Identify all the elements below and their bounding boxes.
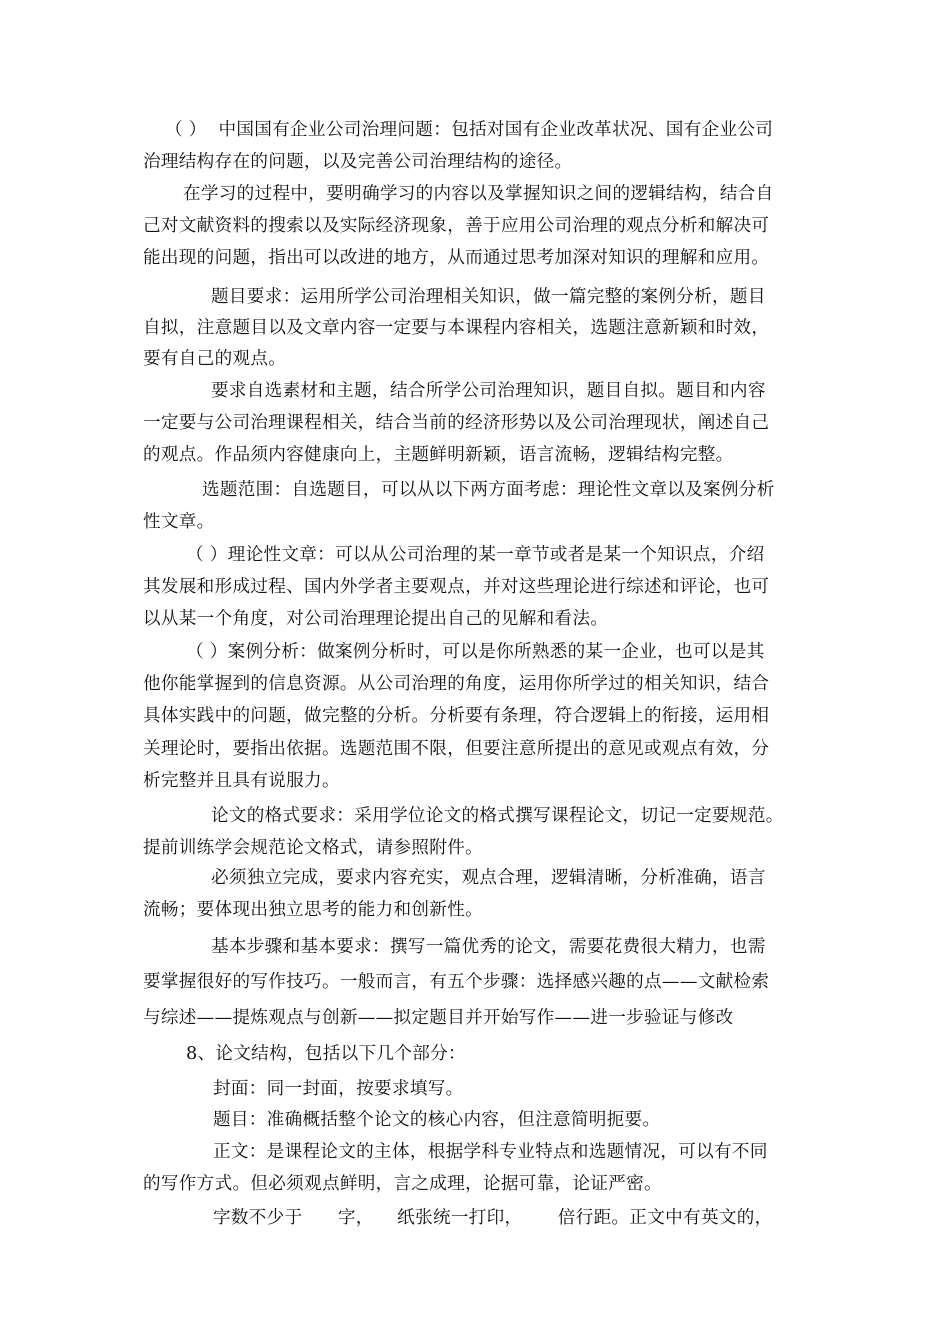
text-line: 字数不少于 字， 纸张统一打印， 倍行距。正文中有英文的， xyxy=(213,1208,773,1228)
text-line: 题目要求：运用所学公司治理相关知识，做一篇完整的案例分析，题目 xyxy=(211,287,766,307)
text-line: 治理结构存在的问题，以及完善公司治理结构的途径。 xyxy=(143,152,573,172)
text-line: 论文的格式要求：采用学位论文的格式撰写课程论文，切记一定要规范。 xyxy=(211,806,784,826)
text-line: 自拟，注意题目以及文章内容一定要与本课程内容相关，选题注意新颖和时效， xyxy=(143,318,770,338)
text-line: 性文章。 xyxy=(143,512,215,532)
text-line: 8、论文结构，包括以下几个部分： xyxy=(186,1044,466,1064)
text-line: 必须独立完成，要求内容充实，观点合理，逻辑清晰，分析准确，语言 xyxy=(211,868,766,888)
text-line: 能出现的问题，指出可以改进的地方，从而通过思考加深对知识的理解和应用。 xyxy=(143,248,770,268)
text-line: 一定要与公司治理课程相关，结合当前的经济形势以及公司治理现状，阐述自己 xyxy=(143,413,770,433)
text-line: 流畅；要体现出独立思考的能力和创新性。 xyxy=(143,900,483,920)
text-line: 题目：准确概括整个论文的核心内容，但注意简明扼要。 xyxy=(213,1110,661,1130)
text-line: 在学习的过程中，要明确学习的内容以及掌握知识之间的逻辑结构，结合自 xyxy=(183,184,774,204)
text-line: 的写作方式。但必须观点鲜明，言之成理，论据可靠，论证严密。 xyxy=(143,1174,662,1194)
text-line: （ ） 中国国有企业公司治理问题：包括对国有企业改革状况、国有企业公司 xyxy=(165,120,774,140)
text-line: （ ）案例分析：做案例分析时，可以是你所熟悉的某一企业，也可以是其 xyxy=(186,642,765,662)
text-line: 要有自己的观点。 xyxy=(143,349,287,369)
text-line: 提前训练学会规范论文格式，请参照附件。 xyxy=(143,838,483,858)
text-line: 封面：同一封面，按要求填写。 xyxy=(213,1079,464,1099)
text-line: （ ）理论性文章：可以从公司治理的某一章节或者是某一个知识点，介绍 xyxy=(186,545,765,565)
text-line: 具体实践中的问题，做完整的分析。分析要有条理，符合逻辑上的衔接，运用相 xyxy=(143,706,770,726)
text-line: 基本步骤和基本要求：撰写一篇优秀的论文，需要花费很大精力，也需 xyxy=(211,937,766,957)
text-line: 他你能掌握到的信息资源。从公司治理的角度，运用你所学过的相关知识，结合 xyxy=(143,674,770,694)
text-line: 析完整并且具有说服力。 xyxy=(143,771,340,791)
text-line: 以从某一个角度，对公司治理理论提出自己的见解和看法。 xyxy=(143,609,609,629)
text-line: 选题范围：自选题目，可以从以下两方面考虑：理论性文章以及案例分析 xyxy=(202,480,775,500)
text-line: 其发展和形成过程、国内外学者主要观点，并对这些理论进行综述和评论，也可 xyxy=(143,577,770,597)
text-line: 正文：是课程论文的主体，根据学科专业特点和选题情况，可以有不同 xyxy=(213,1142,768,1162)
text-line: 关理论时，要指出依据。选题范围不限，但要注意所提出的意见或观点有效，分 xyxy=(143,739,770,759)
text-line: 要掌握很好的写作技巧。一般而言，有五个步骤：选择感兴趣的点——文献检索 xyxy=(143,972,770,992)
text-line: 与综述——提炼观点与创新——拟定题目并开始写作——进一步验证与修改 xyxy=(143,1008,734,1028)
text-line: 己对文献资料的搜索以及实际经济现象，善于应用公司治理的观点分析和解决可 xyxy=(143,216,770,236)
text-line: 的观点。作品须内容健康向上，主题鲜明新颖，语言流畅，逻辑结构完整。 xyxy=(143,445,734,465)
text-line: 要求自选素材和主题，结合所学公司治理知识，题目自拟。题目和内容 xyxy=(211,381,766,401)
